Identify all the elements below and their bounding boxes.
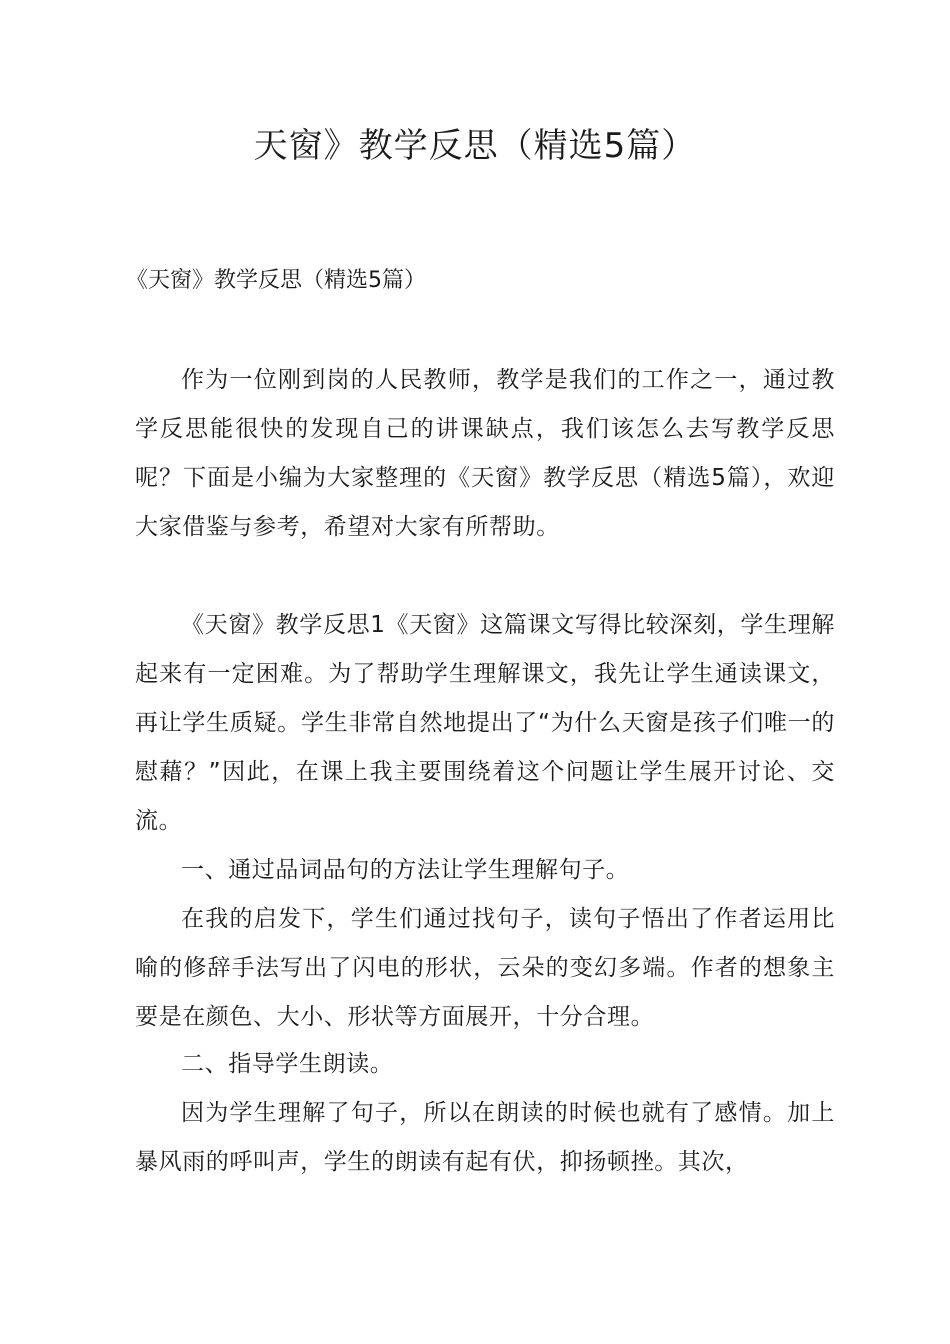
- paragraph-reflection-1: 《天窗》教学反思1《天窗》这篇课文写得比较深刻，学生理解起来有一定困难。为了帮助学生理解课文，我先让学生通读课文，再让学生质疑。学生非常自然地提出了“为什么天窗是孩子们唯一的慰藉？”因此，在课上我主要围绕着这个问题让学生展开讨论、交流。: [135, 612, 835, 834]
- document-subtitle: 《天窗》教学反思（精选5篇）: [126, 268, 426, 293]
- paragraph-section-1: 在我的启发下，学生们通过找句子，读句子悟出了作者运用比喻的修辞手法写出了闪电的形状，云朵的变幻多端。作者的想象主要是在颜色、大小、形状等方面展开，十分合理。: [135, 906, 835, 1030]
- document-title: 天窗》教学反思（精选5篇）: [253, 126, 697, 166]
- section-heading-2: 二、指导学生朗读。: [181, 1051, 394, 1077]
- paragraph-intro: 作为一位刚到岗的人民教师，教学是我们的工作之一，通过教学反思能很快的发现自己的讲课缺点，我们该怎么去写教学反思呢？下面是小编为大家整理的《天窗》教学反思（精选5篇），欢迎大家借鉴与参考，希望对大家有所帮助。: [135, 367, 835, 540]
- paragraph-section-2: 因为学生理解了句子，所以在朗读的时候也就有了感情。加上暴风雨的呼叫声，学生的朗读有起有伏，抑扬顿挫。其次，: [135, 1100, 835, 1175]
- section-heading-1: 一、通过品词品句的方法让学生理解句子。: [181, 857, 630, 883]
